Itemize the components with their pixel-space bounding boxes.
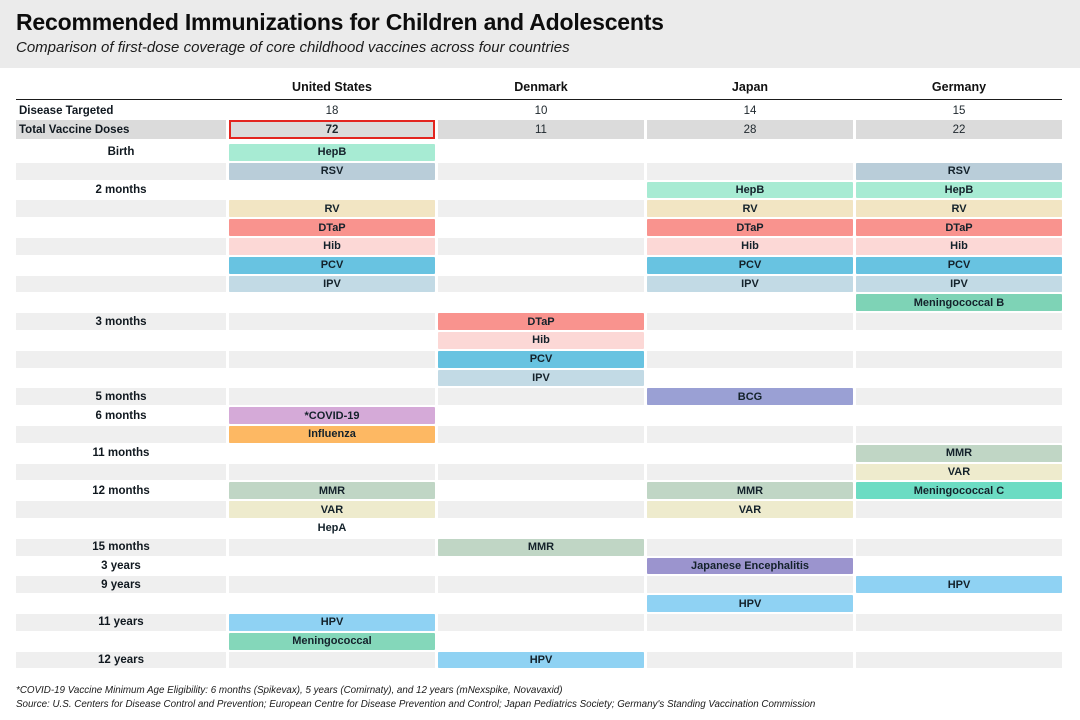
schedule-cell <box>647 219 853 236</box>
schedule-cell <box>229 388 435 405</box>
table-row <box>0 463 1080 482</box>
vaccine-pill: IPV <box>229 276 435 293</box>
schedule-cell <box>647 539 853 556</box>
schedule-cell <box>647 200 853 217</box>
footnotes <box>16 684 1064 711</box>
schedule-cell <box>856 388 1062 405</box>
vaccine-pill: RV <box>856 200 1062 217</box>
masthead <box>0 0 1080 68</box>
schedule-cell <box>856 332 1062 349</box>
age-label <box>16 464 226 481</box>
schedule-cell <box>229 520 435 537</box>
vaccine-pill: VAR <box>647 501 853 518</box>
table-row <box>0 444 1080 463</box>
vaccine-pill: DTaP <box>229 219 435 236</box>
schedule-cell <box>438 464 644 481</box>
schedule-cell <box>229 539 435 556</box>
schedule-cell <box>856 182 1062 199</box>
table-row <box>0 538 1080 557</box>
table-row <box>0 181 1080 200</box>
age-label <box>16 595 226 612</box>
table-row <box>0 312 1080 331</box>
schedule-cell <box>229 144 435 161</box>
schedule-cell <box>229 219 435 236</box>
stats-value: 28 <box>647 120 853 139</box>
schedule-cell <box>438 501 644 518</box>
table-row <box>0 575 1080 594</box>
schedule-cell <box>438 614 644 631</box>
schedule-cell <box>229 614 435 631</box>
schedule-cell <box>856 482 1062 499</box>
vaccine-pill: DTaP <box>647 219 853 236</box>
age-label <box>16 633 226 650</box>
schedule-cell <box>856 426 1062 443</box>
schedule-cell <box>647 595 853 612</box>
schedule-cell <box>229 464 435 481</box>
schedule-cell <box>229 482 435 499</box>
schedule-cell <box>229 332 435 349</box>
schedule-cell <box>229 163 435 180</box>
schedule-cell <box>647 501 853 518</box>
schedule-cell <box>856 652 1062 669</box>
vaccine-pill: *COVID-19 <box>229 407 435 424</box>
table-row <box>0 651 1080 670</box>
schedule-cell <box>647 163 853 180</box>
stats-value: 10 <box>534 104 548 117</box>
vaccine-pill: RSV <box>229 163 435 180</box>
header-spacer <box>16 80 226 98</box>
schedule-cell <box>229 200 435 217</box>
vaccine-pill: DTaP <box>856 219 1062 236</box>
age-label: 6 months <box>95 409 147 422</box>
schedule-cell <box>647 332 853 349</box>
schedule-cell <box>229 294 435 311</box>
vaccine-pill: Meningococcal B <box>856 294 1062 311</box>
schedule-cell <box>856 163 1062 180</box>
vaccine-pill: PCV <box>647 257 853 274</box>
schedule-cell <box>229 313 435 330</box>
table-row <box>0 632 1080 651</box>
schedule-cell <box>647 633 853 650</box>
schedule-cell <box>438 426 644 443</box>
schedule-cell <box>647 464 853 481</box>
schedule-cell <box>856 294 1062 311</box>
schedule-cell <box>229 558 435 575</box>
schedule-cell <box>647 370 853 387</box>
vaccine-pill: PCV <box>438 351 644 368</box>
country-header-united-states: United States <box>292 80 372 94</box>
schedule-cell <box>438 182 644 199</box>
vaccine-pill: MMR <box>856 445 1062 462</box>
schedule-cell <box>856 276 1062 293</box>
vaccine-pill: Hib <box>438 332 644 349</box>
schedule-cell <box>647 426 853 443</box>
table-row <box>0 369 1080 388</box>
schedule-cell <box>856 313 1062 330</box>
age-label <box>16 200 226 217</box>
schedule-cell <box>647 276 853 293</box>
schedule-cell <box>647 520 853 537</box>
table-row <box>0 350 1080 369</box>
country-header-japan: Japan <box>731 80 769 94</box>
footnote-eligibility: *COVID-19 Vaccine Minimum Age Eligibility: 6 months (Spikevax), 5 years (Comirnaty), and 12 years (mNexspike, Novavaxid) <box>16 685 563 696</box>
schedule-cell <box>647 388 853 405</box>
table-row <box>0 557 1080 576</box>
vaccine-pill: BCG <box>647 388 853 405</box>
age-label: 12 months <box>92 484 150 497</box>
vaccine-pill: Influenza <box>229 426 435 443</box>
schedule-cell <box>229 238 435 255</box>
vaccine-pill: MMR <box>438 539 644 556</box>
vaccine-pill: HepB <box>229 144 435 161</box>
age-label: 9 years <box>16 576 226 593</box>
schedule-cell <box>438 163 644 180</box>
schedule-cell <box>438 144 644 161</box>
schedule-cell <box>438 407 644 424</box>
schedule-cell <box>856 595 1062 612</box>
schedule-cell <box>856 370 1062 387</box>
age-label <box>16 294 226 311</box>
schedule-cell <box>229 370 435 387</box>
schedule-cell <box>856 144 1062 161</box>
vaccine-pill: RSV <box>856 163 1062 180</box>
table-row <box>0 199 1080 218</box>
schedule-cell <box>647 294 853 311</box>
vaccine-pill: IPV <box>856 276 1062 293</box>
stats-value: 11 <box>438 120 644 139</box>
schedule-cell <box>856 238 1062 255</box>
age-label: 3 months <box>16 313 226 330</box>
stats-value: 18 <box>325 104 339 117</box>
schedule-cell <box>229 576 435 593</box>
schedule-cell <box>856 464 1062 481</box>
schedule-cell <box>229 426 435 443</box>
schedule-cell <box>438 219 644 236</box>
header-divider <box>16 99 1062 100</box>
schedule-cell <box>229 501 435 518</box>
age-label: Birth <box>107 146 135 159</box>
stats-block <box>0 101 1080 139</box>
schedule-cell <box>647 144 853 161</box>
age-label: 2 months <box>95 183 147 196</box>
age-label <box>16 370 226 387</box>
schedule-cell <box>647 238 853 255</box>
page-title: Recommended Immunizations for Children and Adolescents <box>16 9 664 35</box>
vaccine-pill: PCV <box>229 257 435 274</box>
vaccine-pill: RV <box>229 200 435 217</box>
age-label <box>16 520 226 537</box>
table-row <box>0 387 1080 406</box>
stats-value: 15 <box>952 104 966 117</box>
age-label <box>16 332 226 349</box>
stats-row <box>0 120 1080 139</box>
schedule-cell <box>229 652 435 669</box>
schedule-cell <box>438 200 644 217</box>
stats-row-label: Disease Targeted <box>19 104 114 117</box>
table-row <box>0 237 1080 256</box>
vaccine-pill: VAR <box>229 501 435 518</box>
schedule-cell <box>647 257 853 274</box>
vaccine-pill: HepB <box>856 182 1062 199</box>
schedule-cell <box>647 407 853 424</box>
schedule-cell <box>647 576 853 593</box>
stats-row-label: Total Vaccine Doses <box>16 120 226 139</box>
vaccine-pill: HPV <box>856 576 1062 593</box>
table-row <box>0 218 1080 237</box>
vaccine-pill: HPV <box>647 595 853 612</box>
schedule-cell <box>438 332 644 349</box>
schedule-cell <box>856 257 1062 274</box>
stats-value-highlighted: 72 <box>229 120 435 139</box>
schedule-cell <box>438 388 644 405</box>
age-label: 11 months <box>92 447 150 460</box>
age-label: 12 years <box>16 652 226 669</box>
age-label: 11 years <box>16 614 226 631</box>
table-row <box>0 406 1080 425</box>
table-row <box>0 275 1080 294</box>
schedule-cell <box>438 633 644 650</box>
schedule-cell <box>438 652 644 669</box>
schedule-cell <box>856 407 1062 424</box>
country-header-germany: Germany <box>931 80 987 94</box>
table-row <box>0 293 1080 312</box>
schedule-cell <box>229 351 435 368</box>
vaccine-pill: Meningococcal <box>229 633 435 650</box>
schedule-cell <box>647 351 853 368</box>
vaccine-pill: HPV <box>438 652 644 669</box>
stats-value: 22 <box>856 120 1062 139</box>
age-label <box>16 238 226 255</box>
schedule-cell <box>647 558 853 575</box>
vaccine-pill: Hib <box>647 238 853 255</box>
table-row <box>0 500 1080 519</box>
schedule-cell <box>438 520 644 537</box>
schedule-cell <box>856 558 1062 575</box>
schedule-cell <box>229 257 435 274</box>
schedule-cell <box>856 501 1062 518</box>
table-row <box>0 594 1080 613</box>
vaccine-pill: Hib <box>229 238 435 255</box>
stats-value: 14 <box>743 104 757 117</box>
age-label: 5 months <box>16 388 226 405</box>
vaccine-schedule-table <box>0 143 1080 669</box>
vaccine-pill: VAR <box>856 464 1062 481</box>
vaccine-pill: HepB <box>647 182 853 199</box>
age-label <box>16 163 226 180</box>
table-row <box>0 162 1080 181</box>
schedule-cell <box>438 257 644 274</box>
schedule-cell <box>856 351 1062 368</box>
schedule-cell <box>647 482 853 499</box>
age-label <box>16 276 226 293</box>
schedule-cell <box>856 539 1062 556</box>
age-label: 3 years <box>101 559 141 572</box>
vaccine-pill: Meningococcal C <box>856 482 1062 499</box>
schedule-cell <box>856 219 1062 236</box>
schedule-cell <box>647 182 853 199</box>
schedule-cell <box>856 445 1062 462</box>
age-label <box>16 219 226 236</box>
schedule-cell <box>647 652 853 669</box>
vaccine-pill: RV <box>647 200 853 217</box>
vaccine-pill: PCV <box>856 257 1062 274</box>
schedule-cell <box>438 313 644 330</box>
vaccine-pill: Japanese Encephalitis <box>647 558 853 575</box>
schedule-cell <box>438 445 644 462</box>
footnote-source: Source: U.S. Centers for Disease Control and Prevention; European Centre for Disease Prevention and Control; Japan Pediatrics Society; Germany's Standing Vaccination Commission <box>16 698 816 710</box>
age-label <box>16 501 226 518</box>
table-row <box>0 331 1080 350</box>
table-row <box>0 481 1080 500</box>
vaccine-pill: MMR <box>229 482 435 499</box>
schedule-cell <box>856 576 1062 593</box>
age-label <box>16 426 226 443</box>
country-header-row <box>0 80 1080 98</box>
schedule-cell <box>438 576 644 593</box>
schedule-cell <box>229 276 435 293</box>
table-row <box>0 256 1080 275</box>
age-label <box>16 351 226 368</box>
schedule-cell <box>438 539 644 556</box>
vaccine-pill: MMR <box>647 482 853 499</box>
table-row <box>0 425 1080 444</box>
vaccine-pill: HepA <box>317 522 347 535</box>
schedule-cell <box>647 614 853 631</box>
schedule-cell <box>229 182 435 199</box>
vaccine-pill: DTaP <box>438 313 644 330</box>
vaccine-pill: Hib <box>856 238 1062 255</box>
schedule-cell <box>647 313 853 330</box>
schedule-cell <box>229 407 435 424</box>
page-subtitle: Comparison of first-dose coverage of core childhood vaccines across four countries <box>16 39 570 56</box>
vaccine-pill: HPV <box>229 614 435 631</box>
schedule-cell <box>856 614 1062 631</box>
schedule-cell <box>856 520 1062 537</box>
schedule-cell <box>229 633 435 650</box>
schedule-cell <box>438 370 644 387</box>
schedule-cell <box>438 558 644 575</box>
age-label: 15 months <box>16 539 226 556</box>
schedule-cell <box>438 276 644 293</box>
schedule-cell <box>438 482 644 499</box>
schedule-cell <box>438 294 644 311</box>
schedule-cell <box>229 445 435 462</box>
schedule-cell <box>438 351 644 368</box>
schedule-cell <box>856 633 1062 650</box>
schedule-cell <box>438 238 644 255</box>
table-row <box>0 143 1080 162</box>
country-header-denmark: Denmark <box>514 80 568 94</box>
table-row <box>0 519 1080 538</box>
schedule-cell <box>229 595 435 612</box>
stats-row <box>0 101 1080 120</box>
vaccine-pill: IPV <box>438 370 644 387</box>
age-label <box>16 257 226 274</box>
vaccine-pill: IPV <box>647 276 853 293</box>
schedule-cell <box>647 445 853 462</box>
schedule-cell <box>856 200 1062 217</box>
table-row <box>0 613 1080 632</box>
schedule-cell <box>438 595 644 612</box>
